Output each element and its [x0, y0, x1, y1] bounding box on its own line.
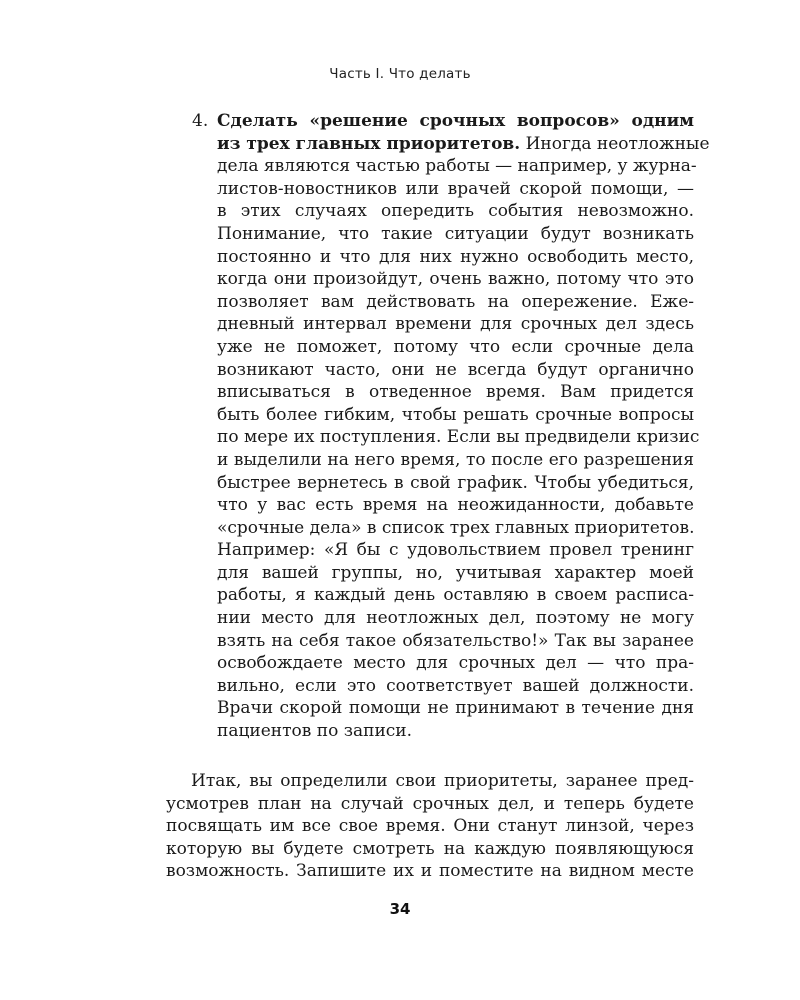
list-number: 4. [192, 111, 209, 131]
line-text: листов-новостников или врачей скорой помощи, — [217, 178, 694, 199]
text-line [217, 336, 694, 359]
text-line: усмотрев план на случай срочных дел, и теперь будете [166, 793, 694, 814]
text-line [217, 313, 694, 336]
text-line [217, 539, 694, 562]
line-text: для вашей группы, но, учитывая характер моей [217, 562, 694, 583]
text-line [217, 720, 694, 743]
text-line [217, 404, 694, 427]
line-text: и выделили на него время, то после его разрешения [217, 449, 694, 470]
text-line [217, 584, 694, 607]
text-line [217, 630, 694, 653]
text-line: посвящать им все свое время. Они станут линзой, через [166, 816, 694, 837]
line-text: Врачи скорой помощи не принимают в течение дня [217, 698, 694, 719]
line-text: быстрее вернетесь в свой график. Чтобы убедиться, [217, 472, 694, 493]
text-line [217, 494, 694, 517]
line-text: по мере их поступления. Если вы предвидели кризис [217, 427, 700, 448]
line-text: дела являются частью работы — например, у журна- [217, 156, 697, 177]
line-text: «срочные дела» в список трех главных приоритетов. [217, 517, 695, 538]
running-header: Часть I. Что делать [329, 66, 471, 82]
line-text: постоянно и что для них нужно освободить место, [217, 246, 694, 267]
line-text: Понимание, что такие ситуации будут возникать [217, 223, 694, 244]
line-text: быть более гибким, чтобы решать срочные вопросы [217, 404, 694, 425]
line-text: освобождаете место для срочных дел — что пра- [217, 653, 694, 674]
line-text: уже не поможет, потому что если срочные дела [217, 336, 694, 357]
text-line [217, 652, 694, 675]
text-line [217, 110, 694, 133]
body-paragraph [166, 770, 694, 883]
bold-lead-text: Сделать «решение срочных вопросов» одним [217, 111, 694, 131]
text-line [217, 381, 694, 404]
line-text: пациентов по записи. [217, 721, 413, 742]
line-text: вильно, если это соответствует вашей должности. [217, 675, 694, 696]
text-line: возможность. Запишите их и поместите на видном месте [166, 861, 694, 882]
text-line [217, 133, 710, 156]
line-text: нии место для неотложных дел, поэтому не могу [217, 608, 694, 629]
line-text: возникают часто, они не всегда будут органично [217, 359, 694, 380]
text-line [217, 268, 694, 291]
text-line [217, 200, 694, 223]
list-item-body [217, 110, 710, 743]
line-text: в этих случаях опередить события невозможно. [217, 201, 694, 222]
text-line: Итак, вы определили свои приоритеты, заранее пред- [191, 771, 694, 791]
text-line [217, 291, 694, 314]
line-text: вписываться в отведенное время. Вам придется [217, 382, 694, 403]
line-text: позволяет вам действовать на опережение. Еже- [217, 291, 694, 312]
line-text: взять на себя такое обязательство!» Так вы заранее [217, 630, 694, 651]
line-text: что у вас есть время на неожиданности, добавьте [217, 495, 694, 516]
text-line [217, 697, 694, 720]
text-line [217, 426, 700, 449]
text-line [217, 472, 694, 495]
text-line [217, 449, 694, 472]
line-text: когда они произойдут, очень важно, потому что это [217, 269, 694, 290]
text-line [217, 359, 694, 382]
text-line [217, 562, 694, 585]
text-line [217, 155, 697, 178]
text-line [217, 223, 694, 246]
text-line [217, 246, 694, 269]
page-number: 34 [389, 900, 411, 918]
text-line: которую вы будете смотреть на каждую появляющуюся [166, 838, 694, 859]
bold-lead-text: из трех главных приоритетов. [217, 133, 521, 154]
line-text: дневный интервал времени для срочных дел здесь [217, 314, 694, 335]
line-text: Иногда неотложные [520, 133, 710, 154]
text-line [217, 517, 694, 540]
text-line [217, 178, 694, 201]
text-line [217, 675, 694, 698]
line-text: работы, я каждый день оставляю в своем расписа- [217, 585, 694, 606]
text-line [217, 607, 694, 630]
line-text: Например: «Я бы с удовольствием провел тренинг [217, 540, 694, 561]
